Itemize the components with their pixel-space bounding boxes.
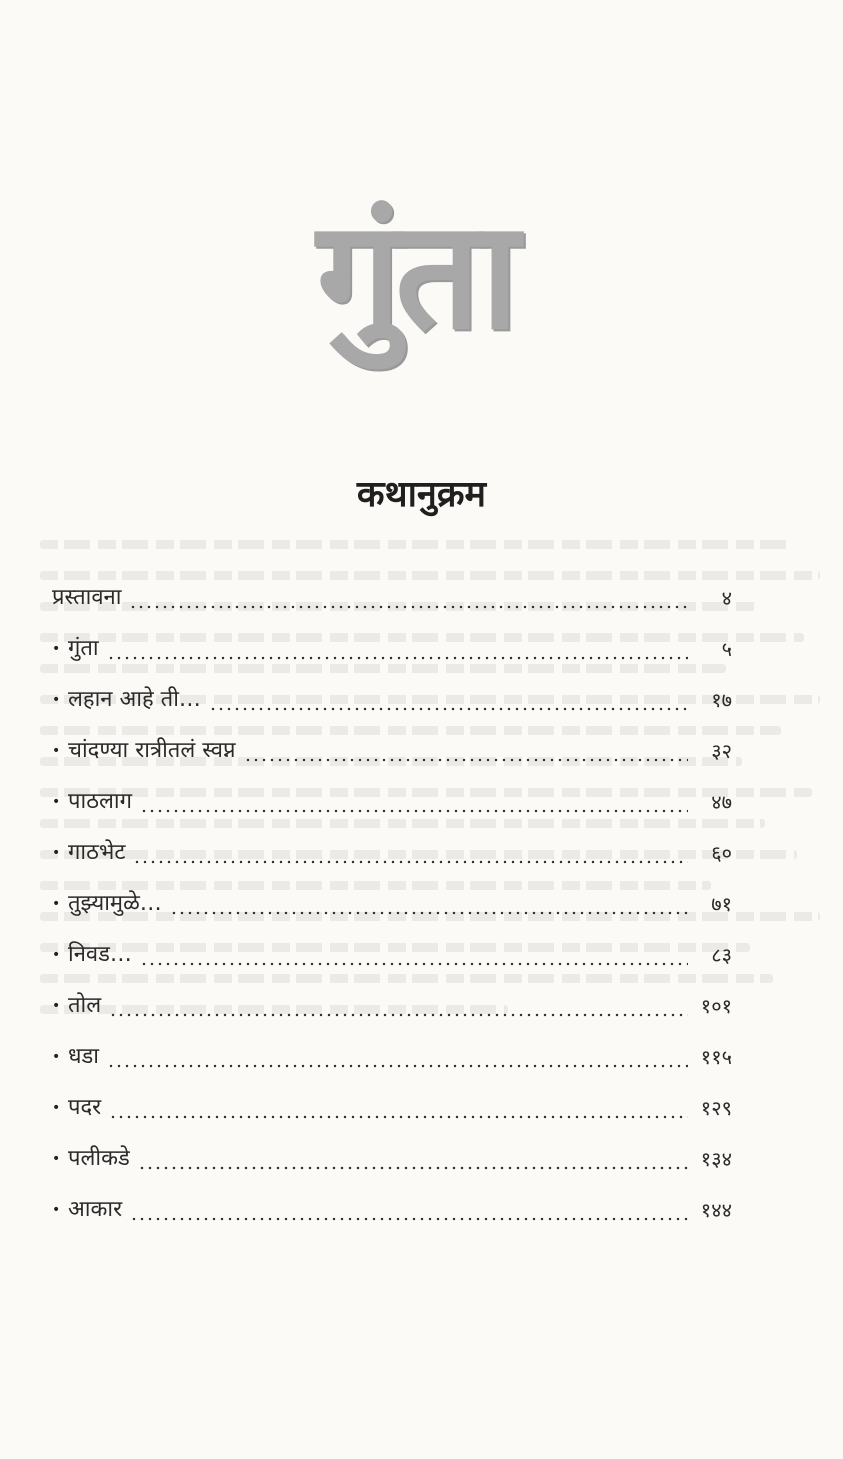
toc-entry-title: लहान आहे ती… — [68, 687, 201, 712]
dot-leader — [170, 891, 688, 917]
toc-entry-page-number: ७१ — [711, 892, 732, 916]
toc-entry-page-number: १२९ — [700, 1096, 732, 1120]
toc-entry-title: धडा — [68, 1044, 99, 1069]
bullet-icon: • — [52, 641, 61, 657]
dot-leader — [129, 585, 688, 611]
toc-entry-title: गुंता — [68, 636, 99, 661]
toc-entry — [52, 1121, 732, 1172]
toc-entry-title: पदर — [68, 1095, 102, 1120]
bullet-icon: • — [52, 794, 61, 810]
toc-entry — [52, 968, 732, 1019]
table-of-contents — [52, 560, 732, 1223]
toc-entry-page-number: ४ — [721, 586, 732, 610]
toc-entry — [52, 1070, 732, 1121]
bullet-icon: • — [52, 1100, 61, 1116]
toc-entry-page-number: ४७ — [711, 790, 732, 814]
toc-entry-title: तोल — [68, 993, 102, 1018]
dot-leader — [107, 636, 688, 662]
toc-entry-page-number: १०१ — [700, 994, 732, 1018]
toc-entry — [52, 917, 732, 968]
toc-entry-title: आकार — [68, 1197, 123, 1222]
dot-leader — [109, 993, 688, 1019]
bullet-icon: • — [52, 743, 61, 759]
toc-entry-page-number: ११५ — [700, 1045, 732, 1069]
bullet-icon: • — [52, 1202, 61, 1218]
toc-entry — [52, 866, 732, 917]
dot-leader — [107, 1044, 688, 1070]
toc-entry — [52, 764, 732, 815]
toc-entry-page-number: १४४ — [700, 1198, 732, 1222]
toc-entry-title: प्रस्तावना — [52, 585, 122, 610]
toc-entry-title: चांदण्या रात्रीतलं स्वप्न — [68, 738, 236, 763]
toc-entry-page-number: १३४ — [700, 1147, 732, 1171]
toc-entry-title: पाठलाग — [68, 789, 132, 814]
toc-entry — [52, 560, 732, 611]
book-title-logo — [285, 170, 545, 430]
toc-entry — [52, 662, 732, 713]
toc-entry — [52, 1172, 732, 1223]
dot-leader — [130, 1197, 688, 1223]
bullet-icon: • — [52, 896, 61, 912]
dot-leader — [133, 840, 688, 866]
toc-entry-page-number: ६० — [711, 841, 732, 865]
toc-entry-page-number: ३२ — [711, 739, 732, 763]
bullet-icon: • — [52, 845, 61, 861]
dot-leader — [209, 687, 688, 713]
toc-entry-title: निवड… — [68, 942, 132, 967]
bullet-icon: • — [52, 998, 61, 1014]
toc-entry — [52, 1019, 732, 1070]
toc-entry-title: पलीकडे — [68, 1146, 130, 1171]
bullet-icon: • — [52, 1151, 61, 1167]
toc-entry-page-number: १७ — [711, 688, 732, 712]
bullet-icon: • — [52, 692, 61, 708]
dot-leader — [140, 789, 688, 815]
toc-entry-page-number: ५ — [721, 637, 732, 661]
toc-entry-title: तुझ्यामुळे… — [68, 891, 162, 916]
bullet-icon: • — [52, 1049, 61, 1065]
dot-leader — [109, 1095, 688, 1121]
dot-leader — [244, 738, 688, 764]
toc-entry — [52, 611, 732, 662]
contents-heading: कथानुक्रम — [356, 474, 487, 515]
toc-entry-page-number: ८३ — [711, 943, 732, 967]
dot-leader — [140, 942, 688, 968]
book-title: गुंता — [316, 187, 514, 363]
toc-entry — [52, 713, 732, 764]
toc-entry-title: गाठभेट — [68, 840, 126, 865]
dot-leader — [138, 1146, 688, 1172]
bullet-icon: • — [52, 947, 61, 963]
toc-entry — [52, 815, 732, 866]
